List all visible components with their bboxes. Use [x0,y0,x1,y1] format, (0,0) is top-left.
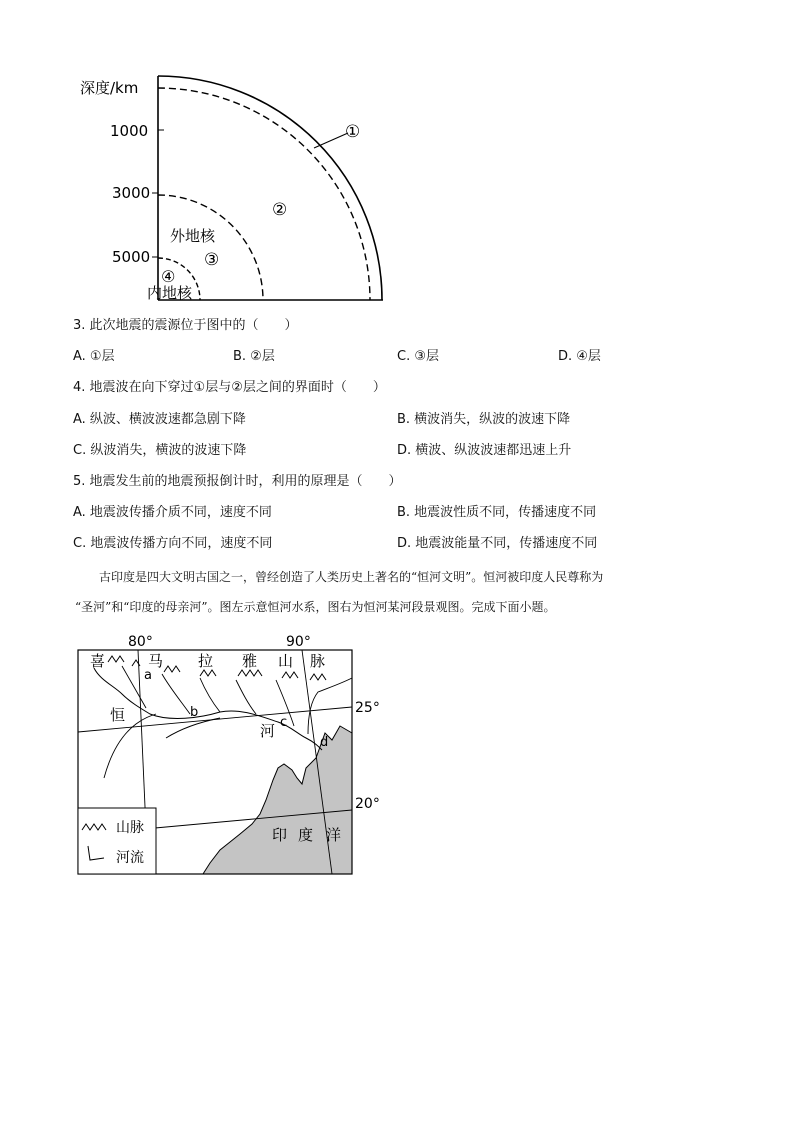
mountain-char-4: 雅 [242,652,258,670]
crust-surface-arc [158,76,382,300]
tributary-3 [200,678,220,712]
marker-1-leader [314,133,348,148]
mountain-char-2: 马 [148,652,164,670]
question-5-option-b[interactable]: B. 地震波性质不同，传播速度不同 [397,505,597,520]
intro-line-1: 古印度是四大文明古国之一，曾经创造了人类历史上著名的“恒河文明”。恒河被印度人民尊称为 [99,570,604,584]
ocean-area [203,726,352,874]
depth-axis-label: 深度/km [80,79,139,97]
inner-core-label: 内地核 [147,284,193,302]
lon-label-80: 80° [128,634,153,650]
tributary-4 [236,680,256,714]
marker-3: ③ [204,250,220,270]
tributary-a [122,666,146,708]
mountain-char-3: 拉 [198,652,214,670]
mountain-char-5: 山 [278,652,294,670]
point-a: a [144,668,152,683]
ocean-char-3: 洋 [326,826,342,844]
intro-line-2: “圣河”和“印度的母亲河”。图左示意恒河水系，图右为恒河某河段景观图。完成下面小题。 [75,600,556,614]
tick-label-3000: 3000 [112,184,151,202]
lat-label-20: 20° [355,796,380,812]
himalaya-mountain-symbols [108,656,326,680]
earth-interior-figure [70,70,400,310]
legend-mountain-label: 山脉 [116,820,144,836]
mantle-boundary-arc [158,88,370,300]
tick-label-1000: 1000 [110,122,149,140]
question-4-stem: 4. 地震波在向下穿过①层与②层之间的界面时（ ） [73,380,386,395]
question-5-stem: 5. 地震发生前的地震预报倒计时，利用的原理是（ ） [73,474,402,489]
mountain-char-1: 喜 [90,652,106,670]
point-d: d [320,735,329,750]
question-5-option-a[interactable]: A. 地震波传播介质不同，速度不同 [73,505,272,520]
tributary-2 [162,674,190,714]
question-5-option-c[interactable]: C. 地震波传播方向不同，速度不同 [73,536,273,551]
point-c: c [280,715,288,730]
tick-label-5000: 5000 [112,248,151,266]
ocean-char-2: 度 [298,826,314,844]
river-label-he: 河 [260,722,276,740]
marker-2: ② [272,200,288,220]
river-label-heng: 恒 [110,706,126,724]
southern-tributary-2 [166,718,220,738]
ganges-map [70,628,390,878]
lon-label-90: 90° [286,634,311,650]
mountain-char-6: 脉 [310,652,326,670]
point-b: b [190,705,199,720]
outer-core-label: 外地核 [170,227,216,245]
question-3-option-c[interactable]: C. ③层 [397,349,439,364]
legend-river-label: 河流 [116,850,144,866]
question-3-option-d[interactable]: D. ④层 [558,349,601,364]
question-3-option-a[interactable]: A. ①层 [73,349,115,364]
marker-1: ① [345,122,361,142]
brahmaputra-river [308,678,352,734]
question-4-option-b[interactable]: B. 横波消失，纵波的波速下降 [397,412,571,427]
question-4-option-a[interactable]: A. 纵波、横波波速都急剧下降 [73,412,246,427]
question-4-option-d[interactable]: D. 横波、纵波波速都迅速上升 [397,443,572,458]
marker-4: ④ [161,267,176,286]
lat-label-25: 25° [355,700,380,716]
ocean-char-1: 印 [272,826,288,844]
question-5-option-d[interactable]: D. 地震波能量不同，传播速度不同 [397,536,598,551]
question-3-option-b[interactable]: B. ②层 [233,349,275,364]
question-3-stem: 3. 此次地震的震源位于图中的（ ） [73,318,298,333]
question-4-option-c[interactable]: C. 纵波消失，横波的波速下降 [73,443,247,458]
